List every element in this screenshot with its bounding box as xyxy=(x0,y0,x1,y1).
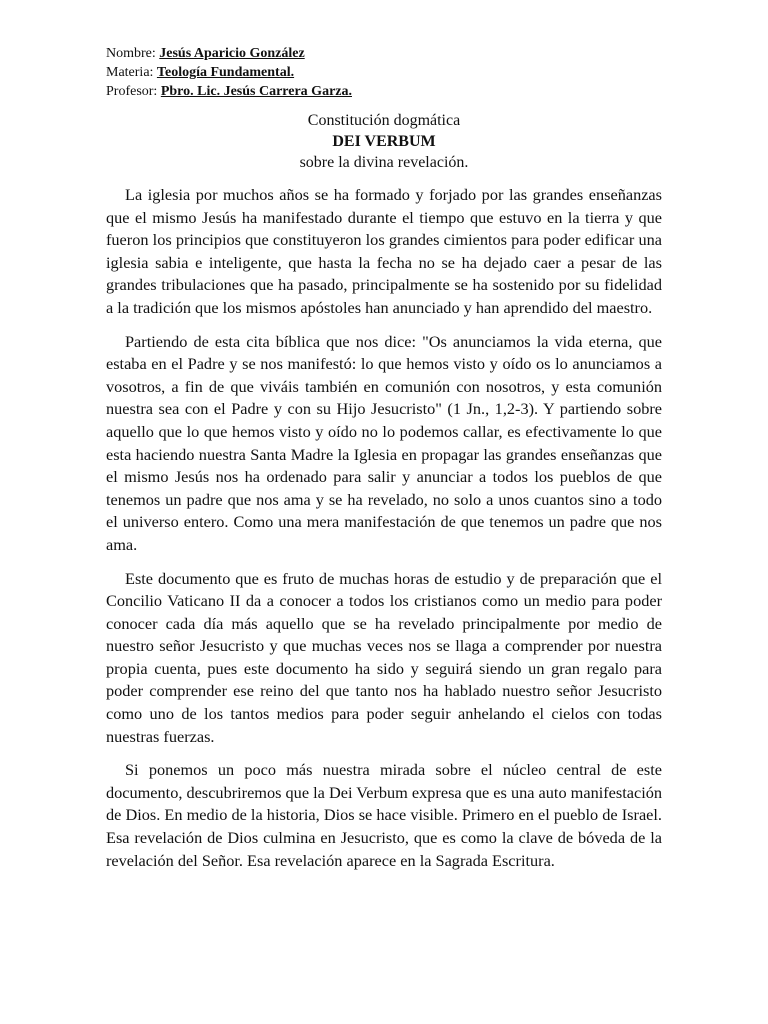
document-title xyxy=(106,110,662,173)
profesor-value: Pbro. Lic. Jesús Carrera Garza. xyxy=(160,84,352,99)
document-body xyxy=(106,184,662,883)
materia-row xyxy=(106,63,352,82)
paragraph-2: Partiendo de esta cita bíblica que nos dice: "Os anunciamos la vida eterna, que estaba en el Padre y se nos manifestó: lo que hemos visto y oído os lo anunciamos a vosotros, a fin de que viváis también en comunión con nosotros, y esta comunión nuestra sea con el Padre y con su Hijo Jesucristo" (1 Jn., 1,2-3). Y partiendo sobre aquello que lo que hemos visto y oído no lo podemos callar, es efectivamente lo que esta haciendo nuestra Santa Madre la Iglesia en propagar las grandes enseñanzas que el mismo Jesús nos ha ordenado para salir y anunciar a todos los pueblos de que tenemos un padre que nos ama y se ha revelado, no solo a unos cuantos sino a todo el universo entero. Como una mera manifestación de que tenemos un padre que nos ama. xyxy=(106,331,662,554)
paragraph-3: Este documento que es fruto de muchas horas de estudio y de preparación que el Concilio Vaticano II da a conocer a todos los cristianos como un medio para poder conocer cada día más aquello que se ha revelado principalmente por medio de nuestro señor Jesucristo y que muchas veces nos se llaga a comprender por nuestra propia cuenta, pues este documento ha sido y seguirá siendo un gran regalo para poder comprender ese reino del que tanto nos ha hablado nuestro señor Jesucristo como uno de los tantos medios para poder seguir anhelando el cielos con todas nuestras fuerzas. xyxy=(106,568,662,746)
nombre-label: Nombre: xyxy=(106,46,156,61)
title-line-3: sobre la divina revelación. xyxy=(299,154,469,171)
nombre-value: Jesús Aparicio González xyxy=(159,46,305,61)
profesor-row xyxy=(106,82,352,101)
profesor-label: Profesor: xyxy=(106,84,158,99)
materia-value: Teología Fundamental. xyxy=(156,65,295,80)
materia-label: Materia: xyxy=(106,65,154,80)
document-header xyxy=(106,44,352,101)
paragraph-4: Si ponemos un poco más nuestra mirada sobre el núcleo central de este documento, descubriremos que la Dei Verbum expresa que es una auto manifestación de Dios. En medio de la historia, Dios se hace visible. Primero en el pueblo de Israel. Esa revelación de Dios culmina en Jesucristo, que es como la clave de bóveda de la revelación del Señor. Esa revelación aparece en la Sagrada Escritura. xyxy=(106,760,662,870)
title-line-1: Constitución dogmática xyxy=(307,112,461,129)
title-line-2: DEI VERBUM xyxy=(332,133,436,150)
nombre-row xyxy=(106,44,352,63)
paragraph-1: La iglesia por muchos años se ha formado y forjado por las grandes enseñanzas que el mismo Jesús ha manifestado durante el tiempo que estuvo en la tierra y que fueron los principios que constituyeron los grandes cimientos para poder edificar una iglesia sabia e inteligente, que hasta la fecha no se ha dejado caer a pesar de las grandes tribulaciones que ha pasado, principalmente se ha sostenido por su fidelidad a la tradición que los mismos apóstoles han anunciado y han aprendido del maestro. xyxy=(106,185,662,317)
